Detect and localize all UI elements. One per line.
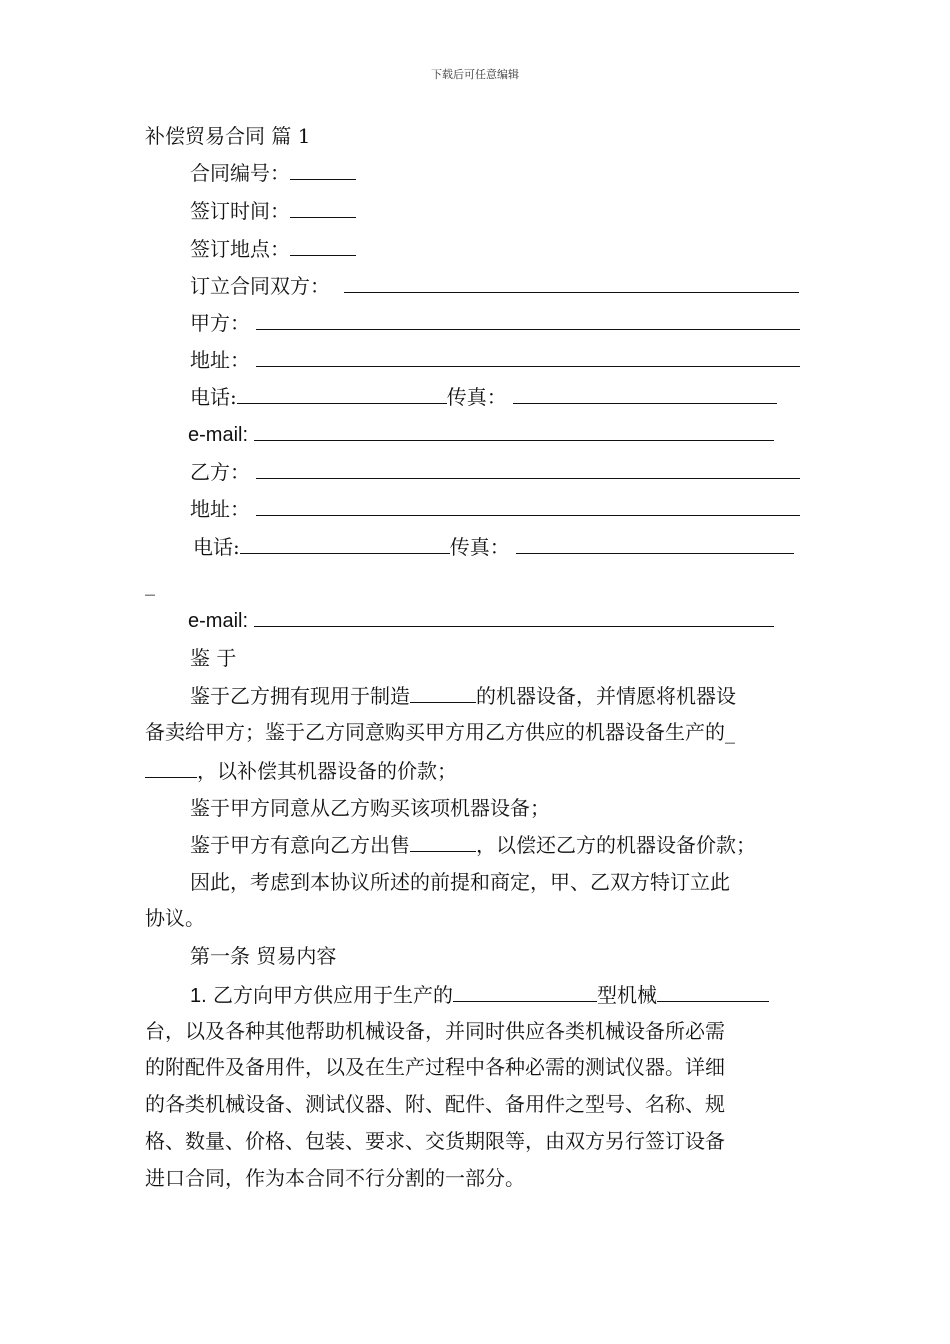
sign-time-row — [190, 198, 356, 223]
clause-1-text-a: 乙方向甲方供应用于生产的 — [206, 983, 454, 1007]
clause-1-line-5: 格、数量、价格、包装、要求、交货期限等，由双方另行签订设备 — [145, 1129, 725, 1153]
party-b-row — [190, 459, 800, 484]
clause-1-line-2: 台，以及各种其他帮助机械设备，并同时供应各类机械设备所必需 — [145, 1019, 725, 1043]
clause-1-qty-blank[interactable] — [657, 982, 769, 1002]
address-a-row — [190, 347, 800, 372]
clause-1-model-blank[interactable] — [453, 982, 597, 1002]
therefore-line-2: 协议。 — [145, 906, 205, 930]
fax-b-blank[interactable] — [516, 534, 794, 554]
email-b-label: e-mail: — [188, 610, 249, 632]
page-header-note: 下载后可任意编辑 — [431, 68, 519, 81]
fax-a-label: 传真： — [446, 385, 507, 409]
whereas-1-line-2: 备卖给甲方；鉴于乙方同意购买甲方用乙方供应的机器设备生产的_ — [145, 720, 735, 744]
contract-number-row — [190, 160, 356, 185]
email-b-row — [188, 607, 774, 633]
sign-place-label: 签订地点： — [190, 237, 290, 261]
whereas-3-text-a: 鉴于甲方有意向乙方出售 — [190, 833, 410, 857]
contract-number-blank[interactable] — [290, 160, 356, 180]
whereas-1-text-b: 的机器设备，并情愿将机器设 — [476, 684, 736, 708]
sign-place-row — [190, 236, 356, 261]
whereas-heading: 鉴 于 — [190, 646, 237, 670]
party-a-blank[interactable] — [256, 310, 800, 330]
email-b-blank[interactable] — [254, 607, 774, 627]
sign-place-blank[interactable] — [290, 236, 356, 256]
whereas-1-blank-2[interactable] — [145, 758, 197, 778]
phone-fax-a-row — [190, 384, 777, 409]
whereas-1-text-c: ，以补偿其机器设备的价款； — [197, 759, 457, 783]
sign-time-blank[interactable] — [290, 198, 356, 218]
trailing-underscore: _ — [145, 572, 155, 596]
therefore-line-1: 因此，考虑到本协议所述的前提和商定，甲、乙双方特订立此 — [190, 870, 730, 894]
whereas-2: 鉴于甲方同意从乙方购买该项机器设备； — [190, 796, 550, 820]
clause-1-line-3: 的附配件及备用件，以及在生产过程中各种必需的测试仪器。详细 — [145, 1055, 725, 1079]
whereas-3-text-b: ，以偿还乙方的机器设备价款； — [476, 833, 756, 857]
clause-1-line-4: 的各类机械设备、测试仪器、附、配件、备用件之型号、名称、规 — [145, 1092, 725, 1116]
phone-a-label: 电话: — [190, 385, 237, 409]
parties-label: 订立合同双方： — [190, 274, 330, 298]
address-b-row — [190, 496, 800, 521]
whereas-1-line-3 — [145, 758, 457, 783]
party-b-blank[interactable] — [256, 459, 800, 479]
clause-1-line-1 — [190, 982, 769, 1008]
clause-1-number: 1. — [190, 985, 207, 1007]
article-1-heading: 第一条 贸易内容 — [190, 944, 337, 968]
phone-fax-b-row — [193, 534, 794, 559]
whereas-3 — [190, 832, 756, 857]
fax-a-blank[interactable] — [513, 384, 777, 404]
phone-a-blank[interactable] — [237, 384, 447, 404]
email-a-row — [188, 421, 774, 447]
email-a-blank[interactable] — [254, 421, 774, 441]
contract-title: 补偿贸易合同 篇 1 — [145, 124, 311, 148]
party-a-label: 甲方： — [190, 311, 250, 335]
address-a-label: 地址： — [190, 348, 250, 372]
phone-b-label: 电话: — [193, 535, 240, 559]
fax-b-label: 传真： — [449, 535, 510, 559]
parties-blank[interactable] — [344, 273, 799, 293]
email-a-label: e-mail: — [188, 424, 249, 446]
address-b-label: 地址： — [190, 497, 250, 521]
whereas-3-blank[interactable] — [410, 832, 476, 852]
party-b-label: 乙方： — [190, 460, 250, 484]
party-a-row — [190, 310, 800, 335]
clause-1-line-6: 进口合同，作为本合同不行分割的一部分。 — [145, 1166, 525, 1190]
whereas-1-blank[interactable] — [410, 683, 476, 703]
whereas-1-text-a: 鉴于乙方拥有现用于制造 — [190, 684, 410, 708]
parties-row — [190, 273, 799, 298]
contract-number-label: 合同编号： — [190, 161, 290, 185]
address-b-blank[interactable] — [256, 496, 800, 516]
whereas-1-line-1 — [190, 683, 736, 708]
address-a-blank[interactable] — [256, 347, 800, 367]
phone-b-blank[interactable] — [240, 534, 450, 554]
sign-time-label: 签订时间： — [190, 199, 290, 223]
clause-1-text-b: 型机械 — [597, 983, 658, 1007]
